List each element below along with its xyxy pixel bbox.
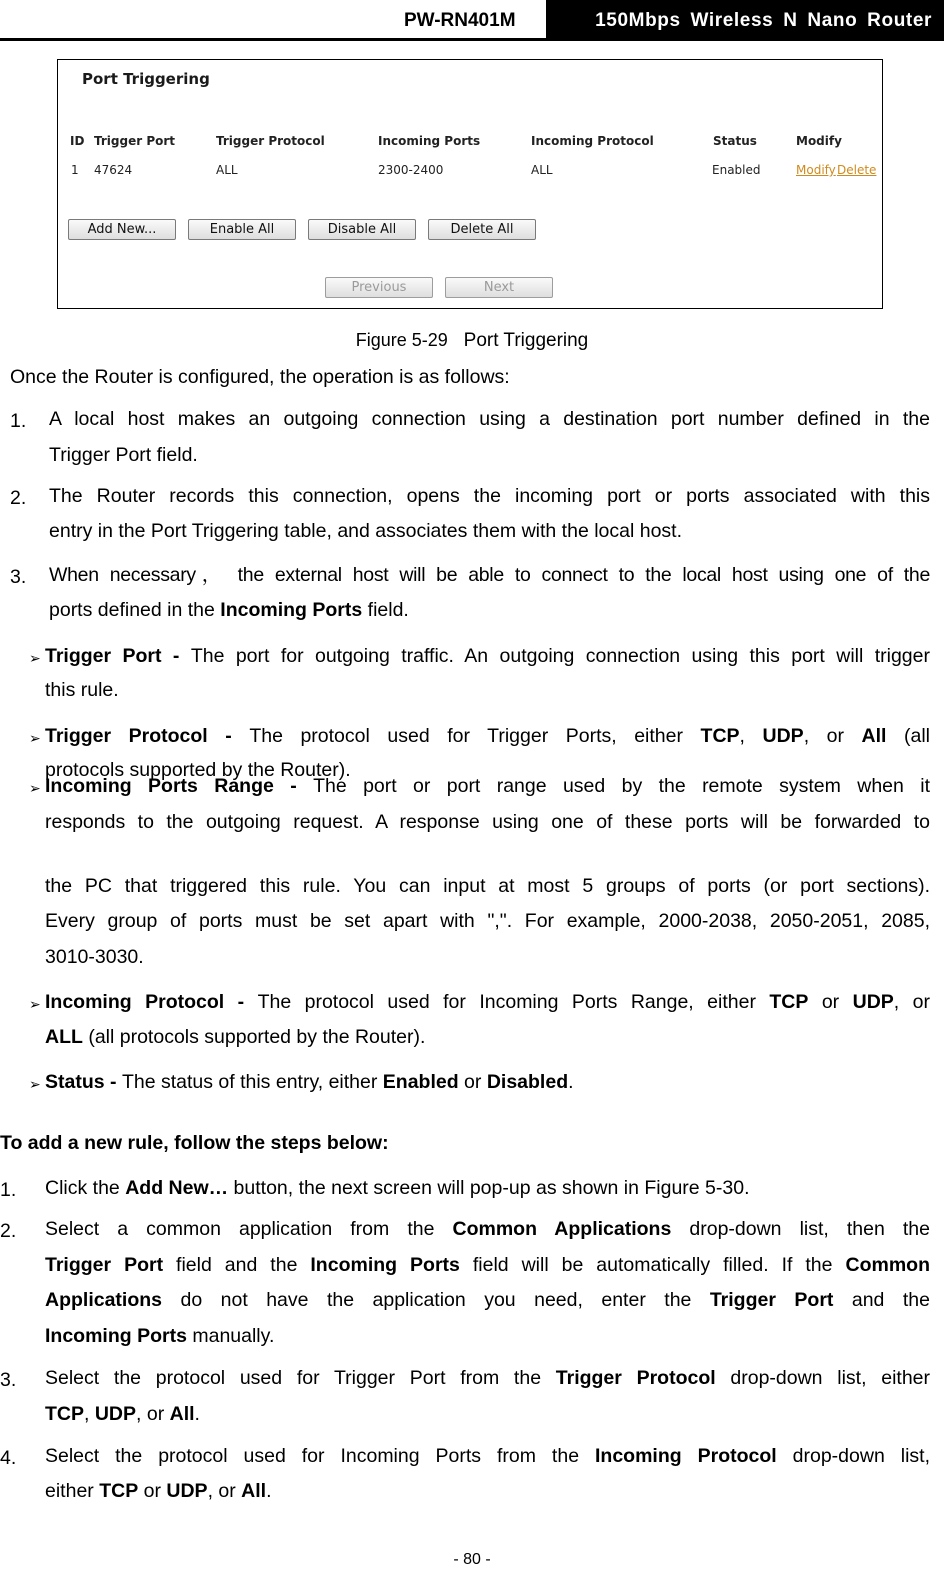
add-new-button[interactable]: Add New...: [68, 219, 176, 240]
col-incoming-protocol: Incoming Protocol: [531, 134, 654, 148]
figure-caption: [0, 330, 944, 352]
add-rule-heading: To add a new rule, follow the steps below:: [0, 1132, 389, 1154]
col-trigger-protocol: Trigger Protocol: [216, 134, 325, 148]
step-3-line2: ports defined in the Incoming Ports field.: [49, 599, 409, 621]
step-number: 3.: [10, 566, 27, 588]
step-2-line1: The Router records this connection, opens the incoming port or ports associated with this: [49, 485, 930, 507]
caption-number: Figure 5-29: [355, 330, 448, 350]
def-trigger-port-line1: Trigger Port - The port for outgoing traffic. An outgoing connection using this port will trigger: [45, 645, 930, 667]
step-3-line1: When necessary， the external host will be able to connect to the local host using one of the: [49, 564, 930, 586]
col-incoming-ports: Incoming Ports: [378, 134, 481, 148]
bullet-arrow-icon: ➢: [29, 650, 41, 666]
add-step-1: Click the Add New… button, the next screen will pop-up as shown in Figure 5-30.: [45, 1177, 750, 1199]
intro-text: Once the Router is configured, the operation is as follows:: [10, 366, 510, 388]
cell-incoming-ports: 2300-2400: [378, 163, 444, 177]
cell-id: 1: [71, 163, 79, 177]
product-title: 150Mbps Wireless N Nano Router: [546, 0, 944, 40]
step-number: 1.: [0, 1179, 17, 1201]
page-header: [0, 0, 944, 42]
modify-link[interactable]: Modify: [796, 163, 836, 177]
bullet-arrow-icon: ➢: [29, 1076, 41, 1092]
page-number: - 80 -: [453, 1551, 491, 1568]
def-trigger-port-line2: this rule.: [45, 679, 119, 701]
def-status: Status - The status of this entry, either Enabled or Disabled.: [45, 1071, 574, 1093]
add-step-2-line4: Incoming Ports manually.: [45, 1325, 275, 1347]
add-step-2-line1: Select a common application from the Common Applications drop-down list, then the: [45, 1218, 930, 1240]
add-step-4-line1: Select the protocol used for Incoming Ports from the Incoming Protocol drop-down list,: [45, 1445, 930, 1467]
figure-panel-title: Port Triggering: [82, 70, 210, 88]
bullet-arrow-icon: ➢: [29, 730, 41, 746]
delete-all-button[interactable]: Delete All: [428, 219, 536, 240]
add-step-3-line2: TCP, UDP, or All.: [45, 1403, 200, 1425]
step-number: 4.: [0, 1447, 17, 1469]
col-modify: Modify: [796, 134, 842, 148]
step-number: 2.: [10, 487, 27, 509]
add-step-2-line3: Applications do not have the application you need, enter the Trigger Port and the: [45, 1289, 930, 1311]
header-rule: [0, 38, 944, 41]
cell-status: Enabled: [712, 163, 761, 177]
step-1-line2: Trigger Port field.: [49, 444, 198, 466]
previous-button[interactable]: Previous: [325, 277, 433, 298]
disable-all-button[interactable]: Disable All: [308, 219, 416, 240]
port-triggering-figure: [57, 59, 883, 309]
def-trigger-protocol-line1: Trigger Protocol - The protocol used for Trigger Ports, either TCP, UDP, or All (all: [45, 725, 931, 747]
step-number: 2.: [0, 1220, 17, 1242]
def-incoming-protocol-line2: ALL (all protocols supported by the Router).: [45, 1026, 426, 1048]
cell-trigger-port: 47624: [94, 163, 133, 177]
def-incoming-range-line3: the PC that triggered this rule. You can input at most 5 groups of ports (or port sections).: [45, 875, 930, 897]
def-trigger-protocol-line2: protocols supported by the Router).: [45, 759, 351, 781]
def-incoming-range-line1: Incoming Ports Range - The port or port range used by the remote system when it: [45, 775, 930, 797]
add-step-4-line2: either TCP or UDP, or All.: [45, 1480, 272, 1502]
add-step-2-line2: Trigger Port field and the Incoming Ports field will be automatically filled. If the Common: [45, 1254, 930, 1276]
col-id: ID: [70, 134, 85, 148]
step-2-line2: entry in the Port Triggering table, and associates them with the local host.: [49, 520, 683, 542]
bullet-arrow-icon: ➢: [29, 780, 41, 796]
cell-trigger-protocol: ALL: [216, 163, 238, 177]
cell-incoming-protocol: ALL: [531, 163, 553, 177]
step-number: 1.: [10, 410, 27, 432]
def-incoming-range-line2: responds to the outgoing request. A response using one of these ports will be forwarded to: [45, 811, 930, 833]
model-name: PW-RN401M: [404, 10, 516, 31]
col-trigger-port: Trigger Port: [94, 134, 176, 148]
col-status: Status: [713, 134, 757, 148]
step-number: 3.: [0, 1369, 17, 1391]
def-incoming-range-line4: Every group of ports must be set apart with ",". For example, 2000-2038, 2050-2051, 2085,: [45, 910, 930, 932]
enable-all-button[interactable]: Enable All: [188, 219, 296, 240]
def-incoming-range-line5: 3010-3030.: [45, 946, 144, 968]
step-1-line1: A local host makes an outgoing connection using a destination port number defined in the: [49, 408, 930, 430]
def-incoming-protocol-line1: Incoming Protocol - The protocol used for Incoming Ports Range, either TCP or UDP, or: [45, 991, 930, 1013]
add-step-3-line1: Select the protocol used for Trigger Port from the Trigger Protocol drop-down list, either: [45, 1367, 930, 1389]
caption-title: Port Triggering: [463, 330, 589, 351]
bullet-arrow-icon: ➢: [29, 996, 41, 1012]
next-button[interactable]: Next: [445, 277, 553, 298]
delete-link[interactable]: Delete: [837, 163, 877, 177]
